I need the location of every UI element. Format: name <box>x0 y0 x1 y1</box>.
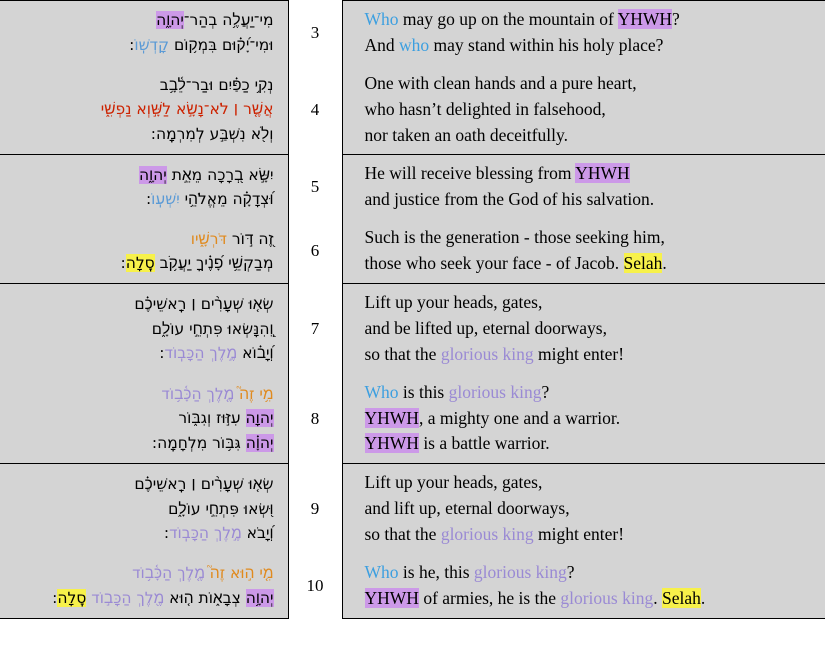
hebrew-verse-cell <box>0 374 288 464</box>
english-line <box>365 7 818 33</box>
table-row <box>0 1 825 65</box>
english-token: One with clean hands and a pure heart, <box>364 72 637 93</box>
hebrew-line <box>6 33 274 57</box>
english-token: YHWH <box>364 407 419 428</box>
english-token: is a battle warrior. <box>418 433 550 454</box>
hebrew-verse-cell <box>0 219 288 283</box>
english-line <box>365 470 818 496</box>
english-line <box>365 251 818 277</box>
verse-number: 7 <box>288 284 342 374</box>
hebrew-token: : <box>163 524 170 543</box>
hebrew-token: יִשָּׂ֣א בְ֭רָכָה מֵאֵ֣ת <box>166 165 274 184</box>
english-token: YHWH <box>364 433 419 454</box>
english-token: may go up on the mountain of <box>398 9 618 29</box>
english-verse-cell <box>342 374 825 464</box>
hebrew-token: מֶ֤לֶךְ הַכָּ֫ב֥וֹד <box>132 564 205 583</box>
english-token: ? <box>672 9 680 29</box>
hebrew-token: שְׂא֤וּ שְׁעָרִ֨ים ׀ רָֽאשֵׁיכֶ֗ם <box>134 295 274 314</box>
english-line <box>365 380 818 406</box>
verse-number: 8 <box>288 374 342 464</box>
english-token: Lift up your heads, gates, <box>364 472 543 493</box>
english-token: of armies, he is the <box>418 587 561 608</box>
english-token: . <box>653 587 662 608</box>
english-line <box>365 316 818 342</box>
hebrew-token: עִזּ֣וּז וְגִבּ֑וֹר <box>178 409 246 428</box>
verse-number: 10 <box>288 554 342 618</box>
hebrew-verse-cell <box>0 464 288 554</box>
table-row <box>0 65 825 155</box>
hebrew-token: : <box>159 344 165 363</box>
hebrew-token: מֶ֣לֶךְ הַכָּבֽוֹד <box>164 344 238 363</box>
hebrew-token: וּ֭שְׂאוּ פִּתְחֵ֣י עוֹלָ֑ם <box>168 499 274 518</box>
english-token: and lift up, eternal doorways, <box>364 498 570 519</box>
english-line <box>365 406 818 432</box>
english-token: glorious king <box>560 587 654 608</box>
english-line <box>365 161 818 187</box>
hebrew-token: מֶ֤לֶךְ הַכָּ֫ב֥וֹד <box>161 384 235 403</box>
hebrew-token: נְקִ֥י כַפַּ֗יִם <box>213 75 274 94</box>
english-line <box>365 431 818 457</box>
english-line <box>365 342 818 368</box>
english-line <box>365 560 818 586</box>
hebrew-line <box>6 292 274 316</box>
hebrew-token: וְֽ֭הִנָּשְׂאוּ פִּתְחֵ֣י עוֹלָ֑ם <box>151 319 274 338</box>
hebrew-token: : <box>129 35 135 54</box>
verse-number: 9 <box>288 464 342 554</box>
hebrew-token: מִ֤י ה֣וּא זֶה֮ <box>205 564 274 583</box>
english-line <box>365 123 818 149</box>
english-line <box>365 522 818 548</box>
english-token: who <box>399 34 430 55</box>
hebrew-token: : <box>52 588 58 607</box>
english-token: glorious king <box>440 343 534 364</box>
hebrew-token: יְהוָה <box>245 409 274 428</box>
hebrew-token: וְלֹ֖א נִשְׁבַּ֣ע לְמִרְמָֽה <box>155 124 274 143</box>
hebrew-line <box>6 8 274 32</box>
hebrew-token: יְהוָ֑ה <box>156 11 184 30</box>
english-token: is this <box>398 381 449 402</box>
hebrew-token: קָדְשֽׁוֹ <box>134 35 170 54</box>
english-token: who hasn’t delighted in falsehood, <box>364 98 606 119</box>
hebrew-token: דֹּרְשָׁ֑יו <box>190 229 227 248</box>
hebrew-line <box>6 251 274 275</box>
english-line <box>365 97 818 123</box>
english-verse-cell <box>342 65 825 155</box>
english-token: those who seek your face - of Jacob. <box>364 253 624 274</box>
english-verse-cell <box>342 554 825 618</box>
hebrew-token: סֶֽלָה <box>57 588 87 607</box>
english-token: . <box>700 587 706 608</box>
table-row <box>0 464 825 554</box>
hebrew-line <box>6 97 274 121</box>
hebrew-token: יִשְׁעֽוֹ <box>151 190 180 209</box>
hebrew-token: מְבַקְשֵׁ֥י פָ֝נֶ֗יךָ יַעֲקֹ֥ב <box>154 254 274 273</box>
hebrew-token: מִ֥י זֶה֮ <box>234 384 274 403</box>
english-token: Who <box>364 381 399 402</box>
hebrew-line <box>6 497 274 521</box>
english-token: is he, this <box>398 562 474 583</box>
hebrew-token: יְהוָ֗ה <box>245 433 274 452</box>
hebrew-token: וְ֝יָבֹא <box>241 524 274 543</box>
hebrew-verse-cell <box>0 155 288 219</box>
english-verse-cell <box>342 464 825 554</box>
english-token: Such is the generation - those seeking him, <box>364 227 665 248</box>
english-token: . <box>662 253 667 274</box>
hebrew-token: : <box>120 254 126 273</box>
hebrew-token: יְהוָ֥ה <box>245 588 274 607</box>
hebrew-token: מִי־יַעֲלֶ֥ה בְהַר־ <box>183 11 274 30</box>
english-token: YHWH <box>575 163 630 184</box>
english-token: glorious king <box>440 524 534 545</box>
hebrew-token: סֶֽלָה <box>125 254 155 273</box>
english-token: and be lifted up, eternal doorways, <box>364 317 607 338</box>
english-token: YHWH <box>364 587 419 608</box>
english-line <box>365 71 818 97</box>
hebrew-line <box>6 122 274 146</box>
english-token: ? <box>566 562 575 583</box>
hebrew-token: שְׂא֤וּ שְׁעָרִ֨ים ׀ רָֽאשֵׁיכֶ֗ם <box>134 475 274 494</box>
english-token: Who <box>364 562 399 583</box>
english-verse-cell <box>342 284 825 374</box>
english-line <box>365 33 818 59</box>
english-token: Selah <box>661 587 701 608</box>
hebrew-token: גִּבּ֥וֹר מִלְחָמָֽה <box>157 433 246 452</box>
english-token: YHWH <box>617 9 673 29</box>
english-line <box>365 290 818 316</box>
hebrew-line <box>6 187 274 211</box>
english-verse-cell <box>342 219 825 283</box>
verse-number: 3 <box>288 1 342 65</box>
hebrew-token: וּ֝צְדָקָ֗ה מֵאֱלֹהֵ֥י <box>179 190 274 209</box>
hebrew-token: צְבָא֑וֹת ה֤וּא <box>164 588 246 607</box>
table-row <box>0 219 825 283</box>
hebrew-line <box>6 227 274 251</box>
english-line <box>365 225 818 251</box>
english-line <box>365 496 818 522</box>
english-token: nor taken an oath deceitfully. <box>364 124 568 145</box>
hebrew-line <box>6 341 274 365</box>
hebrew-verse-cell <box>0 284 288 374</box>
english-token: And <box>364 34 400 55</box>
verse-number: 5 <box>288 155 342 219</box>
english-token: so that the <box>364 524 441 545</box>
english-token: He will receive blessing from <box>364 163 576 184</box>
hebrew-line <box>6 317 274 341</box>
hebrew-token: מֶ֖לֶךְ הַכָּב֣וֹד <box>91 588 165 607</box>
english-token: Selah <box>623 253 663 274</box>
hebrew-line <box>6 521 274 545</box>
english-token: Who <box>364 9 399 29</box>
hebrew-verse-cell <box>0 1 288 65</box>
english-verse-cell <box>342 1 825 65</box>
table-row <box>0 554 825 618</box>
hebrew-line <box>6 586 274 610</box>
english-token: glorious king <box>448 381 542 402</box>
table-row <box>0 155 825 219</box>
english-token: so that the <box>364 343 441 364</box>
english-token: and justice from the God of his salvation. <box>364 189 655 210</box>
hebrew-line <box>6 561 274 585</box>
hebrew-token: וּבַר־לֵ֫בָ֥ב <box>159 75 214 94</box>
english-line <box>365 187 818 213</box>
hebrew-line <box>6 472 274 496</box>
english-token: might enter! <box>533 343 625 364</box>
english-verse-cell <box>342 155 825 219</box>
english-token: might enter! <box>533 524 625 545</box>
verse-number: 4 <box>288 65 342 155</box>
hebrew-token: זֶ֭ה דּ֣וֹר <box>226 229 274 248</box>
hebrew-line <box>6 163 274 187</box>
english-token: may stand within his holy place? <box>429 34 664 55</box>
table-row <box>0 374 825 464</box>
hebrew-line <box>6 73 274 97</box>
english-token: ? <box>541 381 550 402</box>
english-token: glorious king <box>473 562 567 583</box>
hebrew-token: מֶ֣לֶךְ הַכָּבֽוֹד <box>169 524 242 543</box>
hebrew-line <box>6 382 274 406</box>
hebrew-verse-cell <box>0 65 288 155</box>
hebrew-token: יְהוָ֑ה <box>139 165 167 184</box>
verse-number: 6 <box>288 219 342 283</box>
hebrew-token: : <box>145 190 152 209</box>
hebrew-verse-cell <box>0 554 288 618</box>
table-row <box>0 284 825 374</box>
hebrew-token: אֲשֶׁ֤ר ׀ לֹא־נָשָׂ֣א לַשָּׁ֣וְא נַפְשִׁ֑י <box>100 100 274 119</box>
hebrew-line <box>6 406 274 430</box>
hebrew-token: וְ֝יָב֗וֹא <box>237 344 274 363</box>
english-line <box>365 586 818 612</box>
english-token: Lift up your heads, gates, <box>364 292 543 313</box>
hebrew-token: : <box>151 433 158 452</box>
hebrew-token: וּמִי־יָ֝ק֗וּם בִּמְק֥וֹם <box>169 35 274 54</box>
english-token: , a mighty one and a warrior. <box>418 407 621 428</box>
hebrew-line <box>6 431 274 455</box>
hebrew-token: : <box>150 124 156 143</box>
